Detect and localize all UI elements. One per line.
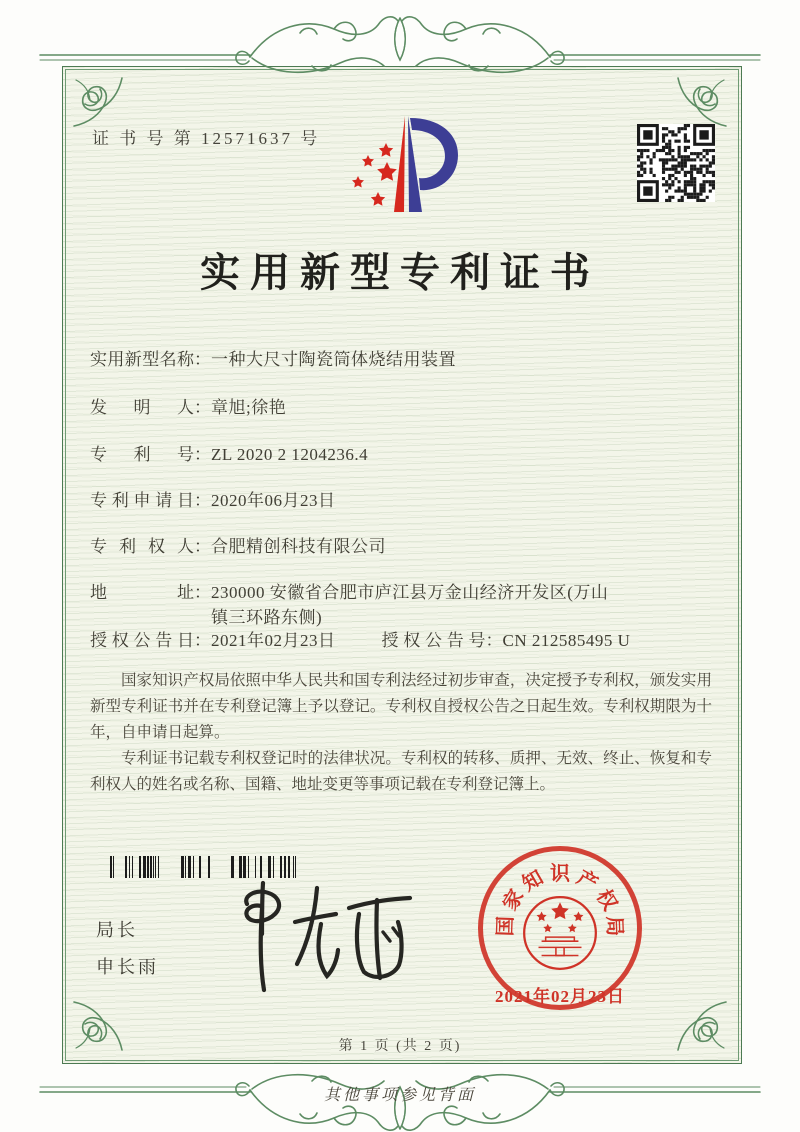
seal-char: 识 (550, 863, 570, 885)
field-label: 授权公告号 (381, 631, 486, 650)
field-label: 专利号 (90, 445, 194, 464)
certificate-number: 证 书 号 第 12571637 号 (92, 129, 321, 148)
field-row-patentee: 专利权人 ： 合肥精创科技有限公司 (90, 535, 386, 560)
field-value: 2020年06月23日 (211, 491, 336, 510)
director-signature (212, 878, 422, 993)
field-row-grant (90, 629, 630, 654)
seal-char: 产 (572, 866, 602, 896)
field-value: 230000 安徽省合肥市庐江县万金山经济开发区(万山镇三环路东侧) (211, 583, 609, 627)
national-emblem-icon (517, 890, 603, 976)
field-label: 专利申请日 (90, 491, 194, 510)
field-label: 专利权人 (90, 537, 194, 556)
grant-date-pair: 授权公告日 ： 2021年02月23日 (90, 629, 336, 654)
seal-char: 家 (499, 885, 529, 915)
field-value: 章旭;徐艳 (211, 398, 287, 417)
field-row-address: 地址 ： 230000 安徽省合肥市庐江县万金山经济开发区(万山镇三环路东侧) (90, 581, 621, 630)
field-row-name: 实用新型名称 ： 一种大尺寸陶瓷筒体烧结用装置 (90, 348, 456, 373)
field-label: 授权公告日 (90, 631, 194, 650)
seal-char: 局 (602, 915, 626, 937)
field-value: ZL 2020 2 1204236.4 (211, 445, 369, 464)
grant-number-pair: 授权公告号 ： CN 212585495 U (382, 629, 631, 654)
field-row-inventor: 发明人 ： 章旭;徐艳 (90, 396, 286, 421)
legal-text (90, 668, 712, 798)
legal-paragraph-1: 国家知识产权局依照中华人民共和国专利法经过初步审查，决定授予专利权，颁发实用新型专利证书并在专利登记簿上予以登记。专利权自授权公告之日起生效。专利权期限为十年，自申请日起算。 (90, 672, 712, 741)
field-label: 发明人 (90, 398, 194, 417)
legal-paragraph-2: 专利证书记载专利权登记时的法律状况。专利权的转移、质押、无效、终止、恢复和专利权人的姓名或名称、国籍、地址变更等事项记载在专利登记簿上。 (90, 750, 712, 793)
seal-char: 权 (591, 885, 621, 915)
certificate-title: 实用新型专利证书 (200, 250, 600, 295)
seal-char: 知 (518, 866, 548, 896)
field-row-filing-date: 专利申请日 ： 2020年06月23日 (90, 489, 336, 514)
field-value: 2021年02月23日 (211, 631, 336, 650)
field-row-patent-number: 专利号 ： ZL 2020 2 1204236.4 (90, 443, 368, 468)
seal-char: 国 (494, 915, 518, 937)
director-title: 局长 (96, 920, 138, 940)
field-label: 实用新型名称 (90, 350, 194, 369)
cnipa-logo-icon (332, 110, 472, 220)
seal-date: 2021年02月23日 (495, 987, 625, 1006)
field-label: 地址 (90, 583, 194, 602)
barcode (110, 856, 306, 878)
director-block (96, 912, 159, 986)
field-value: 合肥精创科技有限公司 (211, 537, 386, 556)
page-number: 第 1 页 (共 2 页) (338, 1039, 462, 1054)
director-name: 申长雨 (96, 957, 159, 977)
field-value: CN 212585495 U (502, 631, 631, 650)
field-value: 一种大尺寸陶瓷筒体烧结用装置 (211, 350, 456, 369)
qr-code (637, 124, 715, 202)
back-side-note: 其他事项参见背面 (323, 1087, 476, 1104)
